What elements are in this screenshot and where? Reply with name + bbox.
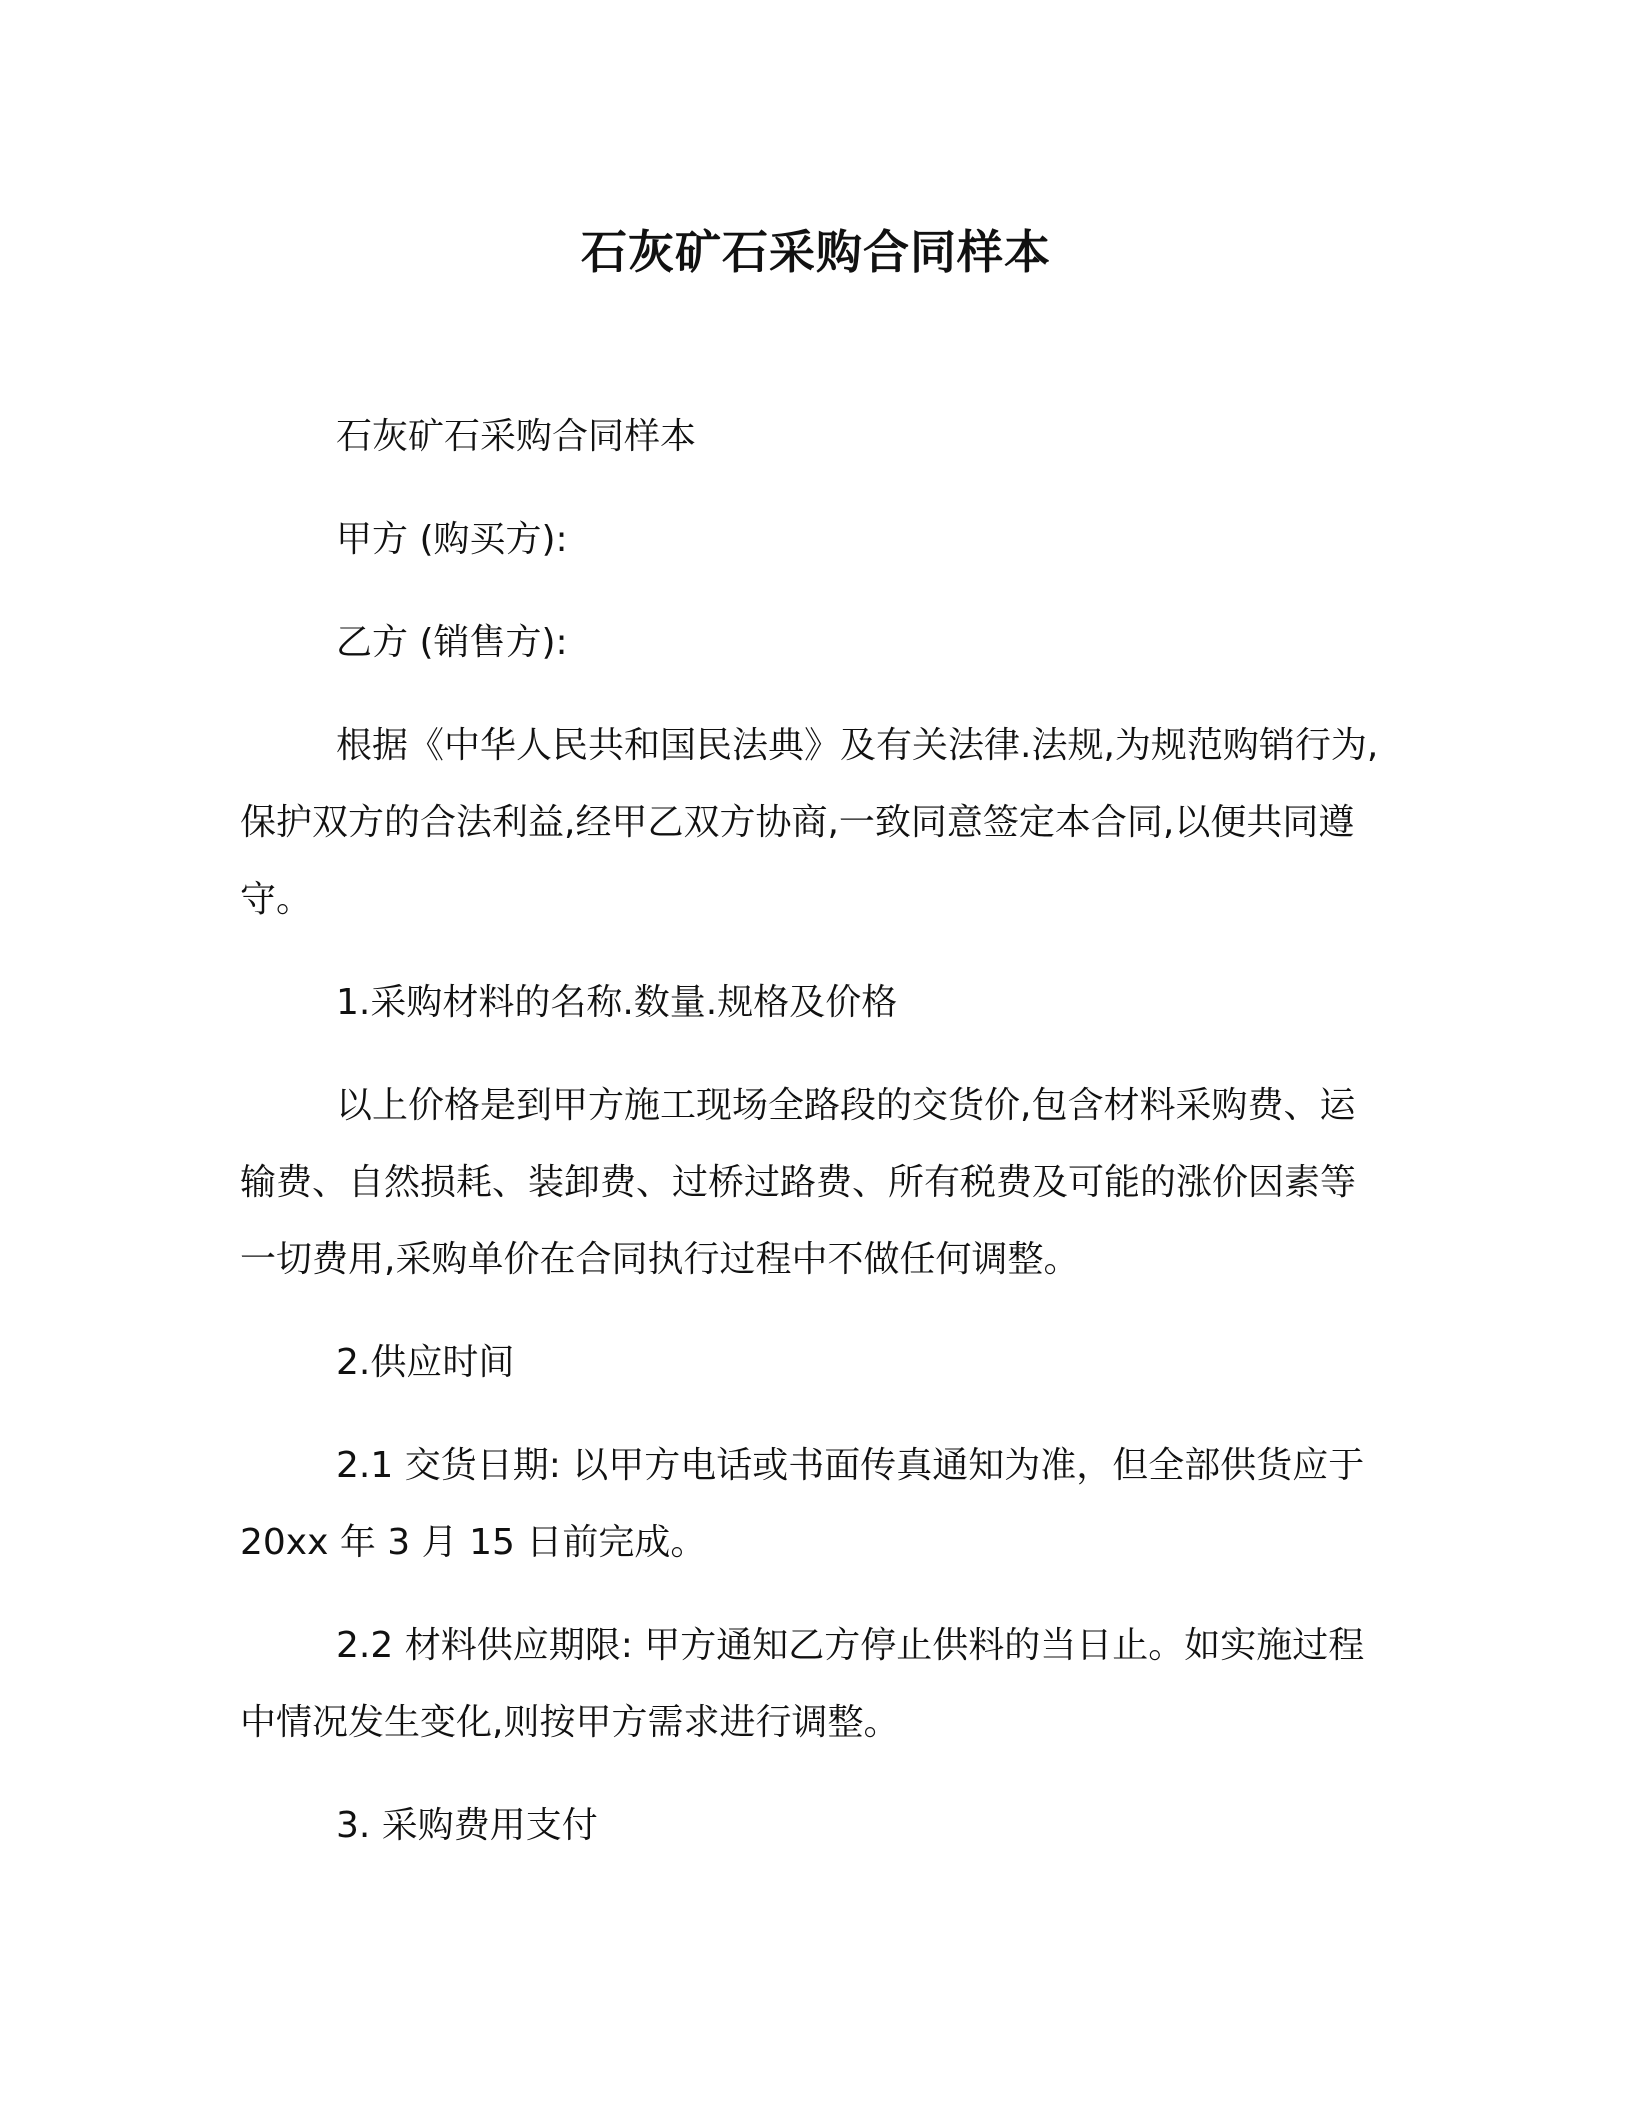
section-heading-3: 3. 采购费用支付: [336, 1805, 598, 1846]
paragraph-price-terms: 以上价格是到甲方施工现场全路段的交货价,包含材料采购费、运输费、自然损耗、装卸费、过桥过路费、所有税费及可能的涨价因素等一切费用,采购单价在合同执行过程中不做任何调整。: [240, 1085, 1357, 1280]
section-heading-1: 1.采购材料的名称.数量.规格及价格: [336, 982, 898, 1023]
paragraph-delivery-date: 2.1 交货日期: 以甲方电话或书面传真通知为准，但全部供货应于20xx 年 3 月 15 日前完成。: [240, 1445, 1365, 1563]
paragraph-supply-period: 2.2 材料供应期限: 甲方通知乙方停止供料的当日止。如实施过程中情况发生变化,则按甲方需求进行调整。: [240, 1625, 1365, 1743]
document-body: [240, 398, 1380, 1890]
paragraph-preamble: 根据《中华人民共和国民法典》及有关法律.法规,为规范购销行为,保护双方的合法利益,经甲乙双方协商,一致同意签定本合同,以便共同遵守。: [240, 725, 1379, 920]
document-title: 石灰矿石采购合同样本: [581, 225, 1051, 279]
paragraph-heading-repeat: 石灰矿石采购合同样本: [336, 416, 697, 457]
paragraph-party-b: 乙方 (销售方):: [336, 622, 568, 663]
paragraph-party-a: 甲方 (购买方):: [336, 519, 568, 560]
section-heading-2: 2.供应时间: [336, 1342, 515, 1383]
